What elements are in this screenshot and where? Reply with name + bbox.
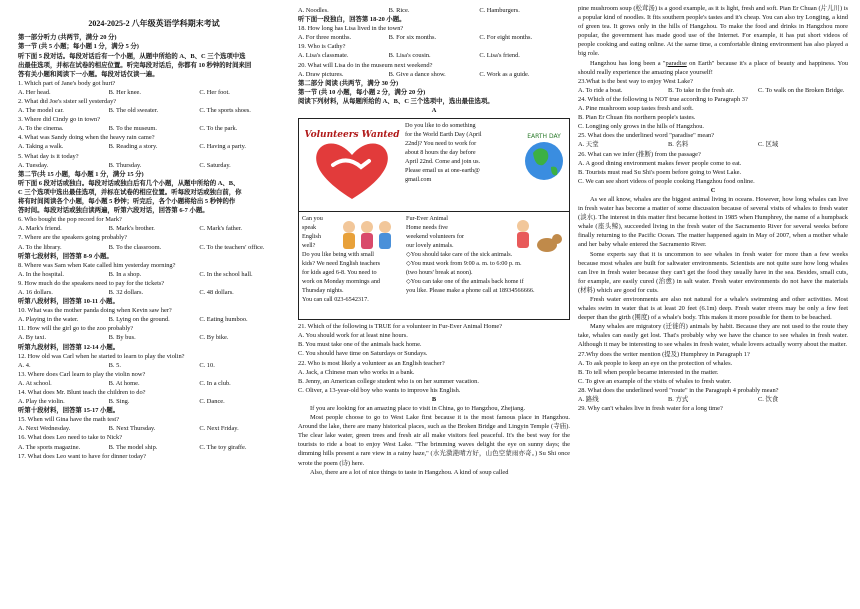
earth-day-label: EARTH DAY	[527, 133, 561, 141]
option: C. To the teachers' office.	[199, 243, 265, 251]
ad-line: you like. Please make a phone call at 18934566666.	[406, 287, 535, 294]
option: B. By bus.	[108, 334, 136, 342]
passage-paragraph: Many whales are migratory (迁徙的) animals by habit. Because they are not used to the route they take, whales can easily get lost. That's probably why we have the chance to see whales in fresh water. Although it may be interesting to see whales in fresh water, whale lovers actually worry about the matter.	[578, 323, 848, 349]
option: B. To take in the fresh air.	[668, 86, 735, 94]
page-title: 2024-2025-2 八年级英语学科期末考试	[88, 19, 220, 28]
answer-options	[18, 424, 290, 433]
answer-options	[18, 443, 290, 452]
option: C. The toy giraffe.	[199, 443, 247, 451]
option: B. To the museum.	[108, 125, 157, 133]
instruction-line: 听第九段材料，回答第 12-14 小题。	[18, 343, 120, 351]
instruction-line: 答有关小题和阅读下一小题。每段对话仅读一遍。	[18, 70, 159, 78]
option: A. 16 dollars.	[18, 288, 53, 296]
answer-options	[18, 315, 290, 324]
ad-line: ◇You must work from 9:00 a. m. to 6:00 p. m.	[406, 260, 522, 268]
option: A. 天堂	[578, 141, 599, 149]
answer-options	[578, 395, 848, 404]
option: B. At home.	[108, 379, 140, 387]
answer-options	[18, 379, 290, 388]
option: B. To the classroom.	[108, 243, 162, 251]
option: A. In the hospital.	[18, 270, 64, 278]
question-line: 12. How old was Carl when he started to learn to play the violin?	[18, 352, 185, 360]
passage-c	[578, 195, 848, 350]
instruction-line: 将有时间阅读各个小题，每小题 5 秒钟；听完后，各个小题将给出 5 秒钟的作	[18, 198, 236, 206]
option: C. For eight months.	[479, 34, 533, 42]
ad-line: speak	[302, 224, 317, 232]
instruction-line: 第一节 (共 10 小题，每小题 2 分，满分 20 分)	[298, 88, 426, 96]
instruction-line: 第一部分听力 (共两节，满分 20 分)	[18, 34, 117, 42]
option: C. Work as a guide.	[479, 70, 530, 78]
question-line: C. We can see short videos of people cooking Hangzhou food online.	[578, 177, 755, 185]
question-line: 13. Where does Carl learn to play the violin now?	[18, 370, 146, 378]
option: B. Lying on the ground.	[108, 316, 170, 324]
earth-day-ad	[405, 122, 521, 185]
option: A. Her head.	[18, 88, 51, 96]
option: A. To the library.	[18, 243, 62, 251]
instruction-line: 答时间。每段对话或独白读两遍，听第六段对话，回答第 6-7 小题。	[18, 207, 209, 215]
option: A. Play the violin.	[18, 398, 65, 406]
ad-line: Fur-Ever Animal	[406, 215, 448, 223]
option: A. The model car.	[18, 107, 64, 115]
question-line: 14. What does Mr. Blunt teach the children to do?	[18, 389, 146, 397]
option: C. To walk on the Broken Bridge.	[758, 86, 845, 94]
ad-line: April 22nd. Come and join us.	[405, 158, 481, 166]
option: A. The sports magazine.	[18, 443, 81, 451]
option: B. 32 dollars.	[108, 288, 144, 296]
answer-options	[18, 361, 290, 370]
answer-options	[298, 51, 570, 60]
question-line: 15. When will Gina have the math test?	[18, 416, 120, 424]
question-line: 26. What can we infer (推断) from the passage?	[578, 150, 701, 158]
section-a-label: A	[431, 107, 437, 115]
ad-line: (two hours' break at noon).	[406, 269, 473, 277]
question-line: 25. What does the underlined word "paradise" mean?	[578, 132, 715, 140]
instruction-line: 第一节 (共 5 小题；每小题 1 分，满分 5 分)	[18, 43, 139, 51]
answer-options	[18, 224, 290, 233]
answer-options	[578, 86, 848, 95]
option: C. Having a party.	[199, 143, 246, 151]
question-line: B. Tourists must read Su Shi's poem before going to West Lake.	[578, 168, 742, 176]
option: B. Lisa's cousin.	[388, 52, 431, 60]
passage-b-last: Hangzhou has long been a "paradise on Earth" because it's a place of beauty and happiness. You should really experience the amazing place yourself!	[578, 59, 848, 76]
answer-options	[18, 270, 290, 279]
ad-line: Can you	[302, 215, 323, 223]
question-line: B. You must take one of the animals back home.	[298, 341, 422, 349]
reading-a-questions	[298, 322, 570, 395]
question-line: C. Longjing only grows in the hills of Hangzhou.	[578, 123, 705, 131]
passage-paragraph: Also, there are a lot of nice things to taste in Hangzhou. A kind of soup called	[310, 468, 509, 476]
option: B. Next Thursday.	[108, 425, 156, 433]
option: C. The sports shoes.	[199, 107, 251, 115]
option: B. 5.	[108, 361, 121, 369]
option: A. Lisa's classmate.	[298, 52, 349, 60]
question-line: 21. Which of the following is TRUE for a volunteer in Fur-Ever Animal Home?	[298, 323, 503, 331]
option: B. Her knee.	[108, 88, 141, 96]
option: A. To ride a boat.	[578, 86, 623, 94]
option: C. 区域	[758, 141, 779, 149]
instruction-line: 听第十段材料，回答第 15-17 小题。	[18, 407, 120, 415]
option: C. Lisa's friend.	[479, 52, 520, 60]
question-line: 6. Who bought the pop record for Mark?	[18, 216, 122, 224]
option: C. Eating humboo.	[199, 316, 248, 324]
option: C. 48 dollars.	[199, 288, 234, 296]
listening-section	[18, 33, 290, 460]
option: A. Tuesday.	[18, 161, 49, 169]
instruction-line: 听第七段材料，回答第 8-9 小题。	[18, 252, 113, 260]
volunteers-heart-icon	[303, 125, 401, 209]
option: B. Thursday.	[108, 161, 142, 169]
question-line: A. Jack, a Chinese man who works in a bank.	[298, 368, 415, 376]
option: A. To the cinema.	[18, 125, 64, 133]
question-line: A. A good dining environment makes fewer people come to eat.	[578, 159, 742, 167]
instruction-line: 听下面 6 段对话或独白。每段对话或独白后有几个小题，从题中所给的 A、B、	[18, 179, 240, 187]
question-line: 8. Where was Sam when Kate called him yesterday morning?	[18, 261, 176, 269]
passage-paragraph: If you are looking for an amazing place to visit in China, go to Hangzhou, Zhejiang.	[310, 404, 526, 412]
question-line: 10. What was the mother panda doing when Kevin saw her?	[18, 307, 172, 315]
instruction-line: 第二节(共 15 小题，每小题 1 分，满分 15 分)	[18, 170, 144, 178]
option: C. 饮食	[758, 396, 779, 404]
option: C. Dance.	[199, 398, 225, 406]
ad-line: gmail.com	[405, 176, 432, 184]
question-line: C. You should have time on Saturdays or Sundays.	[298, 350, 428, 358]
answer-options	[578, 140, 848, 149]
ad-line: English	[302, 233, 321, 241]
ad-line: kids? We need English teachers	[302, 260, 381, 268]
option: A. Draw pictures.	[298, 70, 344, 78]
question-line: 29. Why can't whales live in fresh water for a long time?	[578, 405, 723, 413]
option: A. Playing in the water.	[18, 316, 79, 324]
question-line: A. To ask people to keep an eye on the protection of whales.	[578, 359, 733, 367]
question-line: 9. How much do the speakers need to pay for the tickets?	[18, 279, 165, 287]
question-line: A. You should work for at least nine hours.	[298, 332, 408, 340]
passage-paragraph: Most people choose to go to West Lake first because it is the most famous place in Hangzhou. Around the lake, there are many historical places, such as the Broken Bridge and Lingyin Temple (寺庙). The clear lake water, green trees and fresh air all make visitors feel peaceful. It's the best way for the tourists to ride a boat to enjoy West Lake. "The brimming waves delight the eye on sunny days; the dimming hills present a rare view in a rainy haze," (水光潋滟晴方好，山色空蒙雨亦奇。) Su Shi once wrote the poem (诗) here.	[298, 414, 570, 467]
ads-divider-h	[299, 211, 569, 212]
option: B. 名料	[668, 141, 689, 149]
question-line: 23.What is the best way to enjoy West Lake?	[578, 77, 693, 85]
earth-globe-icon	[521, 127, 567, 189]
volunteers-wanted-label: Volunteers Wanted	[304, 130, 400, 141]
option: A. 4.	[18, 361, 31, 369]
option: C. Her foot.	[199, 88, 230, 96]
answer-options	[18, 161, 290, 170]
question-line: 24. Which of the following is NOT true according to Paragraph 3?	[578, 95, 748, 103]
listening-tail	[298, 6, 570, 106]
option: B. Rice.	[388, 7, 410, 14]
option: B. The model ship.	[108, 443, 158, 451]
option: A. Mark's friend.	[18, 225, 62, 233]
question-line: 3. Where did Cindy go in town?	[18, 116, 101, 124]
option: C. In a club.	[199, 379, 231, 387]
answer-options	[18, 333, 290, 342]
ad-line: ◇You should take care of the sick animals.	[406, 251, 513, 259]
column-3	[578, 0, 848, 609]
pets-picture-icon	[509, 217, 565, 257]
answer-options	[18, 88, 290, 97]
passage-paragraph: Some experts say that it is uncommon to see whales in fresh water for more than a few weeks because most whales are built for saltwater environments. Scientists are not quite sure how long whales can live in fresh water because they can't get the food they usually have in the sea. Besides, small cuts, for example, are easily cured (治愈) in salt water. Fresh water environments do not have the materials (材料) which are good for cuts.	[578, 250, 848, 294]
answer-options	[18, 106, 290, 115]
question-line: 5. What day is it today?	[18, 152, 79, 160]
reading-b-questions	[578, 77, 848, 186]
instruction-line: 听下面一段独白，回答第 18-20 小题。	[298, 16, 406, 24]
ad-line: Please email us at one-earth@	[405, 167, 480, 175]
question-line: 28. What does the underlined word "route" in the Paragraph 4 probably mean?	[578, 386, 779, 394]
option: B. The old sweater.	[108, 107, 159, 115]
question-line: 17. What does Leo want to have for dinner today?	[18, 452, 147, 460]
instruction-line: 第二部分 阅读 (共两节，满分 30 分)	[298, 79, 399, 87]
answer-options	[18, 142, 290, 151]
ad-line: our lovely animals.	[406, 242, 454, 250]
ad-line: weekend volunteers for	[406, 233, 465, 241]
question-line: 1. Which part of Jane's body got hurt?	[18, 79, 116, 87]
question-line: 11. How will the girl go to the zoo probably?	[18, 325, 134, 333]
ad-line: Do you like being with small	[302, 251, 375, 259]
question-line: 2. What did Joe's sister sell yesterday?	[18, 98, 117, 106]
option: B. Mark's brother.	[108, 225, 155, 233]
passage-b-cont: pine mushroom soup (松茸汤) is a good example, as it is light, fresh and soft. Pian Er Chuan (片儿川) is a popular kind of noodles. It fits southern people's tastes and it's cheap. You can also try Longjing, a kind of green tea. It grows only in the hills of Hangzhou. To make the food and drinks in Hangzhou more popular, the government has made good use of the Internet. For example, it has put short videos of people cooking and eating online. At the same time, a comfortable dining environment has also played a big role.	[578, 5, 848, 58]
option: A. Taking a walk.	[18, 143, 64, 151]
ad-line: 22nd)? You need to work for	[405, 140, 477, 148]
ads-box	[298, 118, 570, 320]
option: C. To the park.	[199, 125, 238, 133]
question-line: 19. Who is Cathy?	[298, 43, 346, 51]
ad-line: You can call 023-6542317.	[302, 295, 369, 303]
question-line: B. Pian Er Chuan fits northern people's tastes.	[578, 114, 696, 122]
passage-b	[298, 404, 570, 477]
ad-line: for the World Earth Day (April	[405, 131, 482, 139]
answer-options	[18, 243, 290, 252]
answer-options	[18, 397, 290, 406]
section-b-label: B	[431, 395, 437, 403]
question-line: 16. What does Leo need to take to Nick?	[18, 434, 123, 442]
option: A. At school.	[18, 379, 52, 387]
question-line: 4. What was Sandy doing when the heavy rain came?	[18, 134, 155, 142]
section-c-label: C	[710, 186, 716, 194]
option: C. Saturday.	[199, 161, 231, 169]
answer-options	[18, 124, 290, 133]
question-line: 27.Why does the writer mention (提及) Humphrey in Paragraph 1?	[578, 350, 750, 358]
reading-c-questions	[578, 350, 848, 414]
question-line: 7. Where are the speakers going probably?	[18, 234, 128, 242]
option: A. For three months.	[298, 34, 352, 42]
option: B. Reading a story.	[108, 143, 158, 151]
passage-paragraph: Fresh water environments are also not natural for a whale's swimming and other activities. Most whales swim in water that is at least 20 feet (6.1m) deep. Fresh water rivers may be only a few feet deeper than the girth (围度) of a whale's body. This makes it more possible for them to be beached.	[578, 296, 848, 322]
question-line: 20. What will Lisa do in the museum next weekend?	[298, 61, 433, 69]
answer-options	[18, 288, 290, 297]
ad-line: about 8 hours the day before	[405, 149, 476, 157]
ad-line: for kids aged 6-8. You need to	[302, 269, 377, 277]
answer-options	[298, 6, 570, 15]
ad-line: Thursday nights.	[302, 287, 344, 294]
column-2	[298, 0, 570, 609]
option: C. By bike.	[199, 334, 229, 342]
option: B. In a shop.	[108, 270, 142, 278]
question-line: A. Pine mushroom soup tastes fresh and soft.	[578, 105, 694, 113]
instruction-line: C 三个选项中选出最佳选项，并标在试卷的相应位置。听每段对话或独白前，你	[18, 188, 242, 196]
instruction-line: 听下面 5 段对话。每段对话后有一个小题，从题中所给的 A、B、C 三个选项中选	[18, 52, 246, 60]
option: B. Give a dance show.	[388, 70, 446, 78]
option: C. Mark's father.	[199, 225, 243, 233]
option: B. 方式	[668, 396, 689, 404]
question-line: 18. How long has Lisa lived in the town?	[298, 25, 404, 33]
ad-line: well?	[302, 242, 316, 250]
ad-line: work on Monday mornings and	[302, 278, 381, 286]
column-1	[18, 0, 290, 609]
instruction-line: 出最佳选项，并标在试卷的相应位置。听完每段对话后，你都有 10 秒钟的时间来回	[18, 61, 252, 69]
question-line: C. To give an example of the visits of whales to fresh water.	[578, 377, 732, 385]
ad-line: ◇You can take one of the animals back home if	[406, 278, 524, 286]
question-line: C. Oliver, a 13-year-old boy who wants to improve his English.	[298, 386, 461, 394]
option: A. Next Wednesday.	[18, 425, 71, 433]
option: A. Noodles.	[298, 7, 329, 14]
option: A. By taxi.	[18, 334, 47, 342]
instruction-line: 听第八段材料，回答第 10-11 小题。	[18, 298, 119, 306]
question-line: B. Jenny, an American college student who is on her summer vacation.	[298, 377, 479, 385]
option: C. 10.	[199, 361, 215, 369]
option: B. For six months.	[388, 34, 437, 42]
instruction-line: 阅读下列材料，从每题所给的 A、B、C 三个选项中，选出最佳选项。	[298, 97, 494, 105]
option: C. Hamburgers.	[479, 7, 520, 14]
kids-picture-icon	[337, 217, 399, 257]
passage-paragraph: As we all know, whales are the biggest animal living in oceans. However, how long whales can live in fresh water has become a matter of some discussion because of several visits of whales to fresh water (淡水). The interest in this matter first became hottest in 1985 when Humphrey, the name of a humpback whale (座头鲸), succeeded living in the fresh water of the Sacramento River for several weeks before finally returning to the Pacific Ocean. The matter happened again in May of 2007, when a mother whale and her baby whale entered the Sacramento River.	[578, 195, 848, 249]
option: C. In the school hall.	[199, 270, 253, 278]
option: B. Sing.	[108, 398, 130, 406]
option: C. Next Friday.	[199, 425, 239, 433]
answer-options	[298, 70, 570, 79]
question-line: 22. Who is most likely a volunteer as an English teacher?	[298, 359, 445, 367]
ad-line: Do you like to do something	[405, 122, 476, 130]
question-line: B. To tell when people became interested in the matter.	[578, 368, 719, 376]
answer-options	[298, 33, 570, 42]
option: A. 路线	[578, 396, 599, 404]
ad-line: Home needs five	[406, 224, 448, 232]
